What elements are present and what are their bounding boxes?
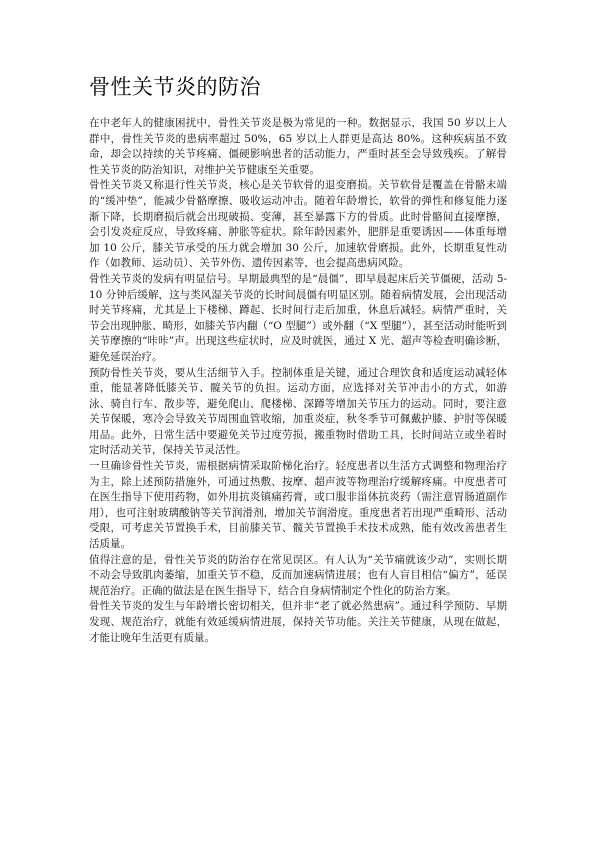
document-body (89, 116, 507, 646)
paragraph-symptoms: 骨性关节炎的发病有明显信号。早期最典型的是“晨僵”，即早晨起床后关节僵硬，活动 5-10 分钟后缓解，这与类风湿关节炎的长时间晨僵有明显区别。随着病情发展，会出现活动时关节疼痛，尤其是上下楼梯、蹲起、长时间行走后加重，休息后减轻。病情严重时，关节会出现肿胀、畸形，如膝关节内翻（“O 型腿”）或外翻（“X 型腿”），甚至活动时能听到关节摩擦的“咔咔”声。出现这些症状时，应及时就医，通过 X 光、超声等检查明确诊断，避免延误治疗。 (89, 272, 507, 363)
paragraph-conclusion: 骨性关节炎的发生与年龄增长密切相关，但并非“老了就必然患病”。通过科学预防、早期发现、规范治疗，就能有效延缓病情进展，保持关节功能。关注关节健康，从现在做起，才能让晚年生活更有质量。 (89, 600, 507, 644)
paragraph-definition: 骨性关节炎又称退行性关节炎，核心是关节软骨的退变磨损。关节软骨是覆盖在骨骼末端的“缓冲垫”，能减少骨骼摩擦、吸收运动冲击。随着年龄增长，软骨的弹性和修复能力逐渐下降，长期磨损后就会出现破损、变薄，甚至暴露下方的骨质。此时骨骼间直接摩擦，会引发炎症反应，导致疼痛、肿胀等症状。除年龄因素外，肥胖是重要诱因——体重每增加 10 公斤，膝关节承受的压力就会增加 30 公斤，加速软骨磨损。此外，长期重复性动作（如教师、运动员）、关节外伤、遗传因素等，也会提高患病风险。 (89, 179, 507, 270)
paragraph-misconceptions: 值得注意的是，骨性关节炎的防治存在常见误区。有人认为“关节痛就该少动”，实则长期不动会导致肌肉萎缩，加重关节不稳，反而加速病情进展；也有人盲目相信“偏方”，延误规范治疗。正确的做法是在医生指导下，结合自身病情制定个性化的防治方案。 (89, 553, 507, 597)
paragraph-intro: 在中老年人的健康困扰中，骨性关节炎是极为常见的一种。数据显示，我国 50 岁以上人群中，骨性关节炎的患病率超过 50%，65 岁以上人群更是高达 80%。这种疾病虽不致命，却会以持续的关节疼痛、僵硬影响患者的活动能力，严重时甚至会导致残疾。了解骨性关节炎的防治知识，对维护关节健康至关重要。 (89, 117, 507, 176)
paragraph-prevention: 预防骨性关节炎，要从生活细节入手。控制体重是关键，通过合理饮食和适度运动减轻体重，能显著降低膝关节、髋关节的负担。运动方面，应选择对关节冲击小的方式，如游泳、骑自行车、散步等，避免爬山、爬楼梯、深蹲等增加关节压力的运动。同时，要注意关节保暖，寒冷会导致关节周围血管收缩，加重炎症，秋冬季节可佩戴护膝、护肘等保暖用品。此外，日常生活中要避免关节过度劳损，搬重物时借助工具，长时间站立或坐着时定时活动关节，保持关节灵活性。 (89, 366, 507, 457)
document-title: 骨性关节炎的防治 (89, 75, 261, 99)
paragraph-treatment: 一旦确诊骨性关节炎，需根据病情采取阶梯化治疗。轻度患者以生活方式调整和物理治疗为主，除上述预防措施外，可通过热敷、按摩、超声波等物理治疗缓解疼痛。中度患者可在医生指导下使用药物，如外用抗炎镇痛药膏，或口服非甾体抗炎药（需注意胃肠道副作用），也可注射玻璃酸钠等关节润滑剂，增加关节润滑度。重度患者若出现严重畸形、活动受限，可考虑关节置换手术，目前膝关节、髋关节置换手术技术成熟，能有效改善患者生活质量。 (89, 460, 507, 551)
